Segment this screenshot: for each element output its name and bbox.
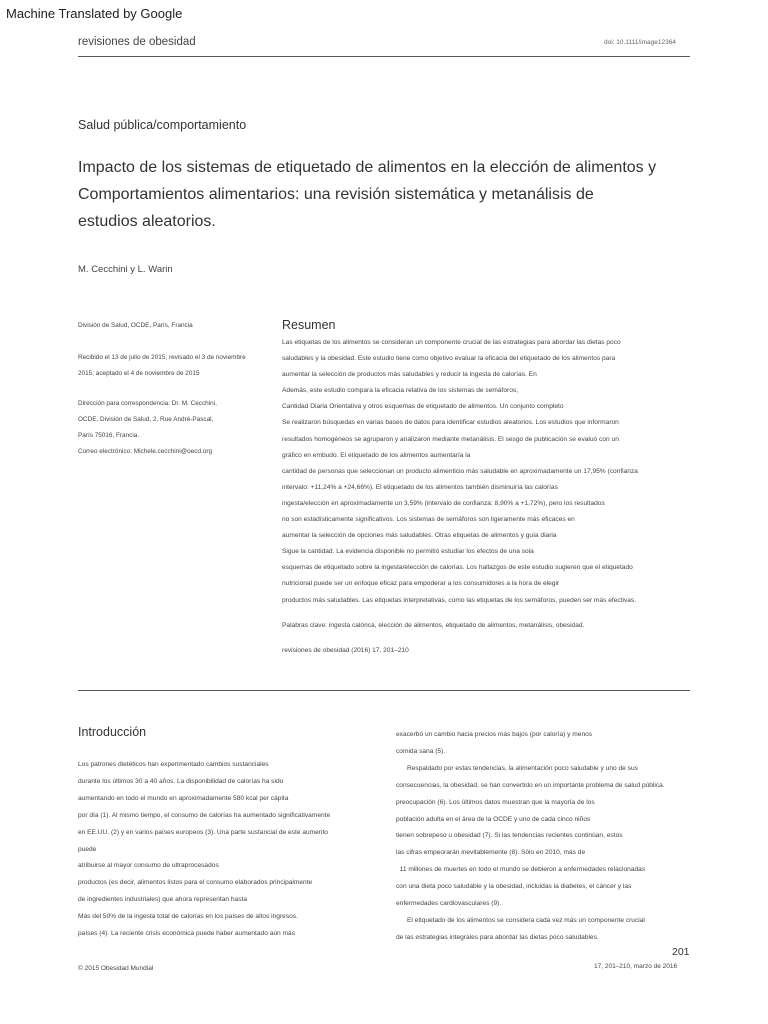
text-line: las cifras empeorarán inevitablemente (8). Sólo en 2010, más de <box>396 849 586 857</box>
text-line: tienen sobrepeso u obesidad (7). Si las tendencias recientes continúan, estos <box>396 832 623 840</box>
correspondence-line: París 75016, Francia. <box>78 432 140 439</box>
correspondence <box>78 396 273 460</box>
received-line: Recibido el 13 de julio de 2015; revisado el 3 de noviembre <box>78 354 246 361</box>
text-line: enfermedades cardiovasculares (9). <box>396 900 502 908</box>
text-line: Además, este estudio compara la eficacia relativa de los sistemas de semáforos, <box>282 387 519 395</box>
text-line: aumentar la selección de productos más saludables y reducir la ingesta de calorías. En <box>282 371 537 379</box>
text-line: resultados homogéneos se agruparon y analizaron mediante metanálisis. El sesgo de publicación se evaluó con un <box>282 435 619 443</box>
text-line: El etiquetado de los alimentos se considera cada vez más un componente crucial <box>396 916 645 924</box>
text-line: aumentando en todo el mundo en aproximadamente 580 kcal per cápita <box>78 794 289 802</box>
keywords: Palabras clave: ingesta calórica, elección de alimentos, etiquetado de alimentos, metanálisis, obesidad. <box>282 622 585 629</box>
text-line: Respaldado por estas tendencias, la alimentación poco saludable y uno de sus <box>396 764 638 772</box>
journal-name: revisiones de obesidad <box>78 36 196 48</box>
abstract-body <box>282 335 702 609</box>
text-line: Las etiquetas de los alimentos se consideran un componente crucial de las estrategias para abordar las dietas poco <box>282 339 621 346</box>
text-line: por día (1). Al mismo tiempo, el consumo de calorías ha aumentado significativamente <box>78 811 331 819</box>
copyright: © 2015 Obesidad Mundial <box>78 965 154 972</box>
text-line: gráfico en embudo. El etiquetado de los alimentos aumentaría la <box>282 451 471 459</box>
text-line: nutricional puede ser un enfoque eficaz para empoderar a los consumidores a la hora de elegir <box>282 580 560 588</box>
abstract-heading: Resumen <box>282 318 336 332</box>
text-line: no son estadísticamente significativos. Los sistemas de semáforos son ligeramente más eficaces en <box>282 516 575 524</box>
translation-banner: Machine Translated by Google <box>6 6 183 21</box>
text-line: 11 millones de muertes en todo el mundo se debieron a enfermedades relacionadas <box>396 866 646 874</box>
citation: revisiones de obesidad (2016) 17, 201–210 <box>282 647 409 654</box>
text-line: atribuirse al mayor consumo de ultraprocesados <box>78 862 219 870</box>
text-line: Cantidad Diaria Orientativa y otros esquemas de etiquetado de alimentos. Un conjunto completo <box>282 403 564 411</box>
text-line: productos más saludables. Las etiquetas interpretativas, como las etiquetas de los semáforos, pueden ser más efectivas. <box>282 596 637 604</box>
text-line: saludables y la obesidad. Este estudio tiene como objetivo evaluar la eficacia del etiquetado de los alimentos para <box>282 355 616 363</box>
text-line: comida sana (5). <box>396 747 446 755</box>
header-rule <box>78 56 690 57</box>
page-reference: 17, 201–210, marzo de 2016 <box>594 963 678 970</box>
text-line: Se realizaron búsquedas en varias bases de datos para identificar estudios aleatorios. Los estudios que informaron <box>282 419 619 427</box>
text-line: Más del 50% de la ingesta total de calorías en los países de altos ingresos. <box>78 913 298 921</box>
text-line: intervalo: +11,24% a +24,66%). El etiquetado de los alimentos también disminuiría las calorías <box>282 483 558 491</box>
title-line: estudios aleatorios. <box>78 213 216 230</box>
intro-right-column <box>396 727 696 947</box>
introduction-heading: Introducción <box>78 725 147 739</box>
text-line: población adulta en el área de la OCDE y uno de cada cinco niños <box>396 815 591 823</box>
correspondence-line: OCDE, División de Salud, 2, Rue André-Pascal, <box>78 416 214 423</box>
title-line: Comportamientos alimentarios: una revisión sistemática y metanálisis de <box>78 186 594 203</box>
received-line: 2015; aceptado el 4 de noviembre de 2015 <box>78 370 200 377</box>
page-number: 201 <box>672 946 690 958</box>
affiliation: División de Salud, OCDE, París, Francia <box>78 322 193 329</box>
text-line: con una dieta poco saludable y la obesidad, incluidas la diabetes, el cáncer y las <box>396 883 632 891</box>
text-line: esquemas de etiquetado sobre la ingesta/elección de calorías. Los hallazgos de este estudio sugieren que el etiquetado <box>282 564 633 572</box>
article-title <box>78 154 698 235</box>
section-rule <box>78 690 690 691</box>
text-line: consecuencias, la obesidad, se han convertido en un importante problema de salud pública. <box>396 781 665 789</box>
text-line: puede <box>78 845 97 853</box>
text-line: países (4). La reciente crisis económica puede haber aumentado aún más <box>78 930 295 938</box>
doi: doi: 10.1111/image12364 <box>604 39 676 46</box>
text-line: ingesta/elección en aproximadamente un 3,59% (intervalo de confianza: 8,90% a +1,72%), pero los resultados <box>282 499 605 507</box>
text-line: preocupación (6). Los últimos datos muestran que la mayoría de los <box>396 798 595 806</box>
correspondence-line: Correo electrónico: Michele.cecchini@oecd.org <box>78 448 213 455</box>
text-line: en EE.UU. (2) y en varios países europeos (3). Una parte sustancial de este aumento <box>78 828 328 836</box>
received-dates <box>78 350 273 382</box>
section-label: Salud pública/comportamiento <box>78 118 247 132</box>
authors: M. Cecchini y L. Warin <box>78 264 173 275</box>
intro-left-column <box>78 757 368 943</box>
text-line: exacerbó un cambio hacia precios más bajos (por caloría) y menos <box>396 731 593 738</box>
text-line: productos (es decir, alimentos listos para el consumo elaborados principalmente <box>78 879 313 887</box>
text-line: cantidad de personas que seleccionan un producto alimenticio más saludable en aproximadamente un 17,95% (confianza <box>282 467 638 475</box>
text-line: Los patrones dietéticos han experimentado cambios sustanciales <box>78 761 269 768</box>
correspondence-line: Dirección para correspondencia: Dr. M. Cecchini, <box>78 400 217 407</box>
text-line: Sigue la cantidad. La evidencia disponible no permitió estudiar los efectos de una sola <box>282 548 534 556</box>
text-line: de las estrategias integrales para abordar las dietas poco saludables. <box>396 933 599 941</box>
title-line: Impacto de los sistemas de etiquetado de alimentos en la elección de alimentos y <box>78 159 657 176</box>
text-line: de ingredientes industriales) que ahora representan hasta <box>78 896 247 904</box>
text-line: durante los últimos 30 a 40 años. La disponibilidad de calorías ha sido <box>78 777 284 785</box>
text-line: aumentar la selección de opciones más saludables. Otras etiquetas de alimentos y guía diaria <box>282 532 557 540</box>
